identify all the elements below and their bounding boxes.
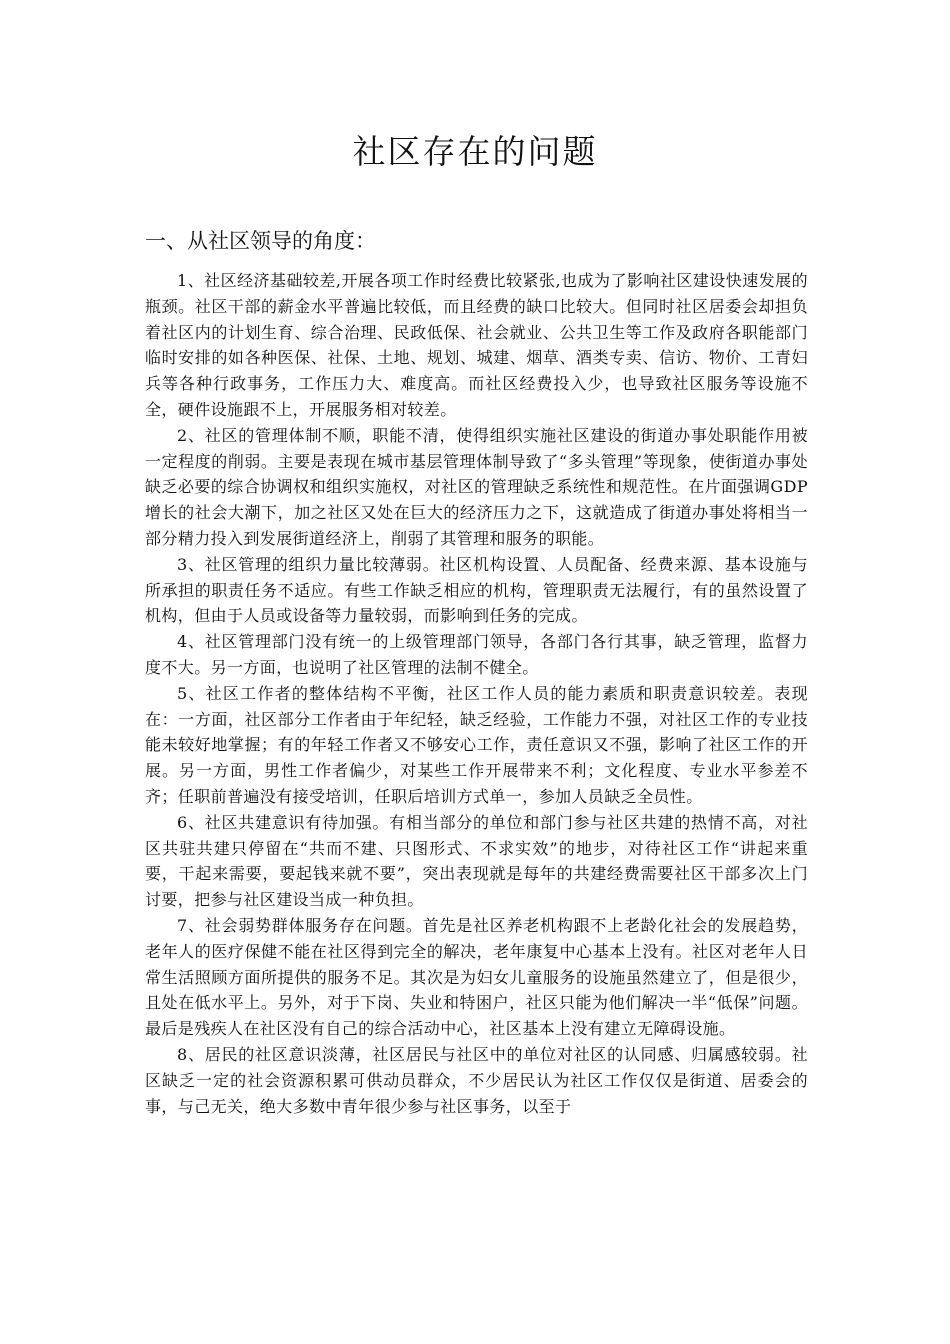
paragraph-2: 2、社区的管理体制不顺，职能不清，使得组织实施社区建设的街道办事处职能作用被一定程度的削弱。主要是表现在城市基层管理体制导致了“多头管理”等现象，使街道办事处缺乏必要的综合协调权和组织实施权，对社区的管理缺乏系统性和规范性。在片面强调GDP增长的社会大潮下，加之社区又处在巨大的经济压力之下，这就造成了街道办事处将相当一部分精力投入到发展街道经济上，削弱了其管理和服务的职能。 <box>145 425 808 548</box>
section-heading: 一、从社区领导的角度： <box>145 229 376 253</box>
paragraph-6: 6、社区共建意识有待加强。有相当部分的单位和部门参与社区共建的热情不高，对社区共驻共建只停留在“共而不建、只图形式、不求实效”的地步，对待社区工作“讲起来重要，干起来需要，要起钱来就不要”，突出表现就是每年的共建经费需要社区干部多次上门讨要，把参与社区建设当成一种负担。 <box>145 812 808 910</box>
paragraph-5: 5、社区工作者的整体结构不平衡，社区工作人员的能力素质和职责意识较差。表现在：一方面，社区部分工作者由于年纪轻，缺乏经验，工作能力不强，对社区工作的专业技能未较好地掌握；有的年轻工作者又不够安心工作，责任意识又不强，影响了社区工作的开展。另一方面，男性工作者偏少，对某些工作开展带来不利；文化程度、专业水平参差不齐；任职前普遍没有接受培训，任职后培训方式单一，参加人员缺乏全员性。 <box>145 683 808 806</box>
paragraph-8: 8、居民的社区意识淡薄，社区居民与社区中的单位对社区的认同感、归属感较弱。社区缺乏一定的社会资源积累可供动员群众，不少居民认为社区工作仅仅是街道、居委会的事，与己无关，绝大多数中青年很少参与社区事务，以至于 <box>145 1044 808 1116</box>
paragraph-1: 1、社区经济基础较差,开展各项工作时经费比较紧张,也成为了影响社区建设快速发展的瓶颈。社区干部的薪金水平普遍比较低，而且经费的缺口比较大。但同时社区居委会却担负着社区内的计划生育、综合治理、民政低保、社会就业、公共卫生等工作及政府各职能部门临时安排的如各种医保、社保、土地、规划、城建、烟草、酒类专卖、信访、物价、工青妇兵等各种行政事务，工作压力大、难度高。而社区经费投入少，也导致社区服务等设施不全，硬件设施跟不上，开展服务相对较差。 <box>145 271 808 419</box>
paragraph-7: 7、社会弱势群体服务存在问题。首先是社区养老机构跟不上老龄化社会的发展趋势，老年人的医疗保健不能在社区得到完全的解决，老年康复中心基本上没有。社区对老年人日常生活照顾方面所提供的服务不足。其次是为妇女儿童服务的设施虽然建立了，但是很少，且处在低水平上。另外，对于下岗、失业和特困户，社区只能为他们解决一半“低保”问题。最后是残疾人在社区没有自己的综合活动中心，社区基本上没有建立无障碍设施。 <box>145 915 808 1039</box>
document-title: 社区存在的问题 <box>352 132 598 171</box>
paragraph-4: 4、社区管理部门没有统一的上级管理部门领导，各部门各行其事，缺乏管理，监督力度不大。另一方面，也说明了社区管理的法制不健全。 <box>145 632 808 677</box>
paragraph-3: 3、社区管理的组织力量比较薄弱。社区机构设置、人员配备、经费来源、基本设施与所承担的职责任务不适应。有些工作缺乏相应的机构，管理职责无法履行，有的虽然设置了机构，但由于人员或设备等力量较弱，而影响到任务的完成。 <box>145 554 808 626</box>
body-text <box>145 268 808 1119</box>
